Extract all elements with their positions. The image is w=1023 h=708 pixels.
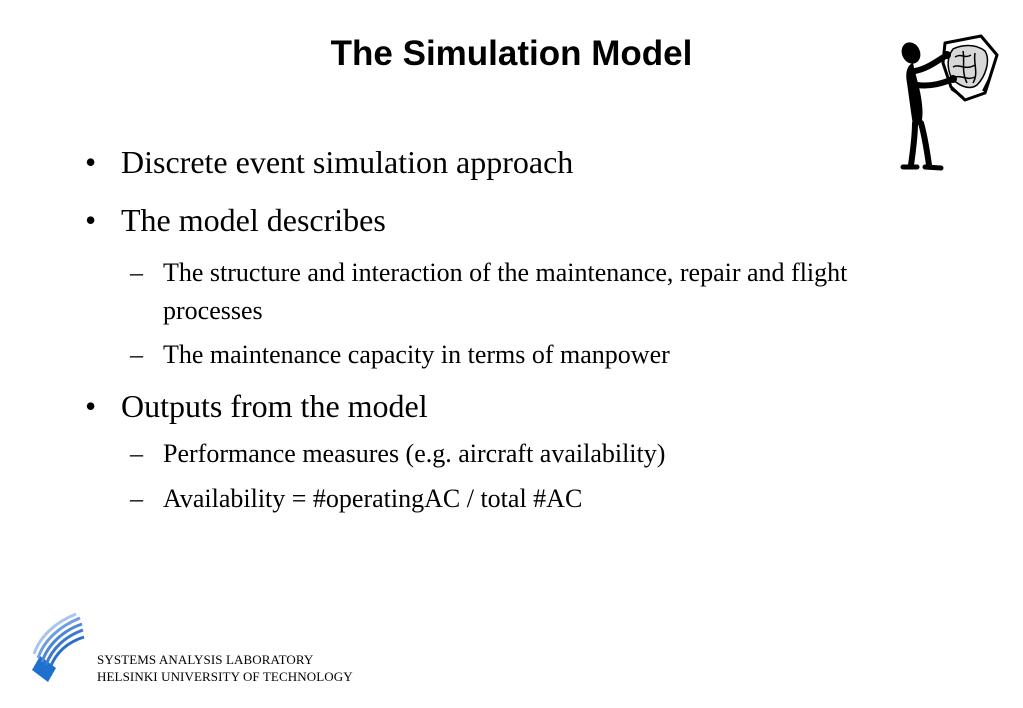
sub-bullet-text: Performance measures (e.g. aircraft availability) <box>163 439 666 468</box>
bullet-text: The model describes <box>121 202 386 238</box>
footer <box>97 651 353 685</box>
footer-line-1: SYSTEMS ANALYSIS LABORATORY <box>97 652 314 667</box>
bullet-text: Outputs from the model <box>121 388 428 424</box>
sub-bullet-dash: – <box>130 439 143 468</box>
slide-title: The Simulation Model <box>330 34 693 73</box>
globe-icon <box>943 36 997 100</box>
hut-logo-icon <box>30 612 85 684</box>
sub-bullet-text: The structure and interaction of the maintenance, repair and flight processes <box>163 258 848 325</box>
bullet-dot: • <box>85 388 97 424</box>
sub-bullet-text: The maintenance capacity in terms of manpower <box>163 340 670 369</box>
sub-bullet-text: Availability = #operatingAC / total #AC <box>163 484 583 513</box>
sub-bullet-dash: – <box>130 484 143 513</box>
bullet-dot: • <box>85 144 97 180</box>
sub-bullet-dash: – <box>130 258 143 287</box>
footer-line-2: HELSINKI UNIVERSITY OF TECHNOLOGY <box>97 669 353 684</box>
sub-bullet-dash: – <box>130 340 143 369</box>
bullet-text: Discrete event simulation approach <box>121 144 574 180</box>
stick-figure-holding-globe-icon <box>893 33 1003 175</box>
bullet-dot: • <box>85 202 97 238</box>
